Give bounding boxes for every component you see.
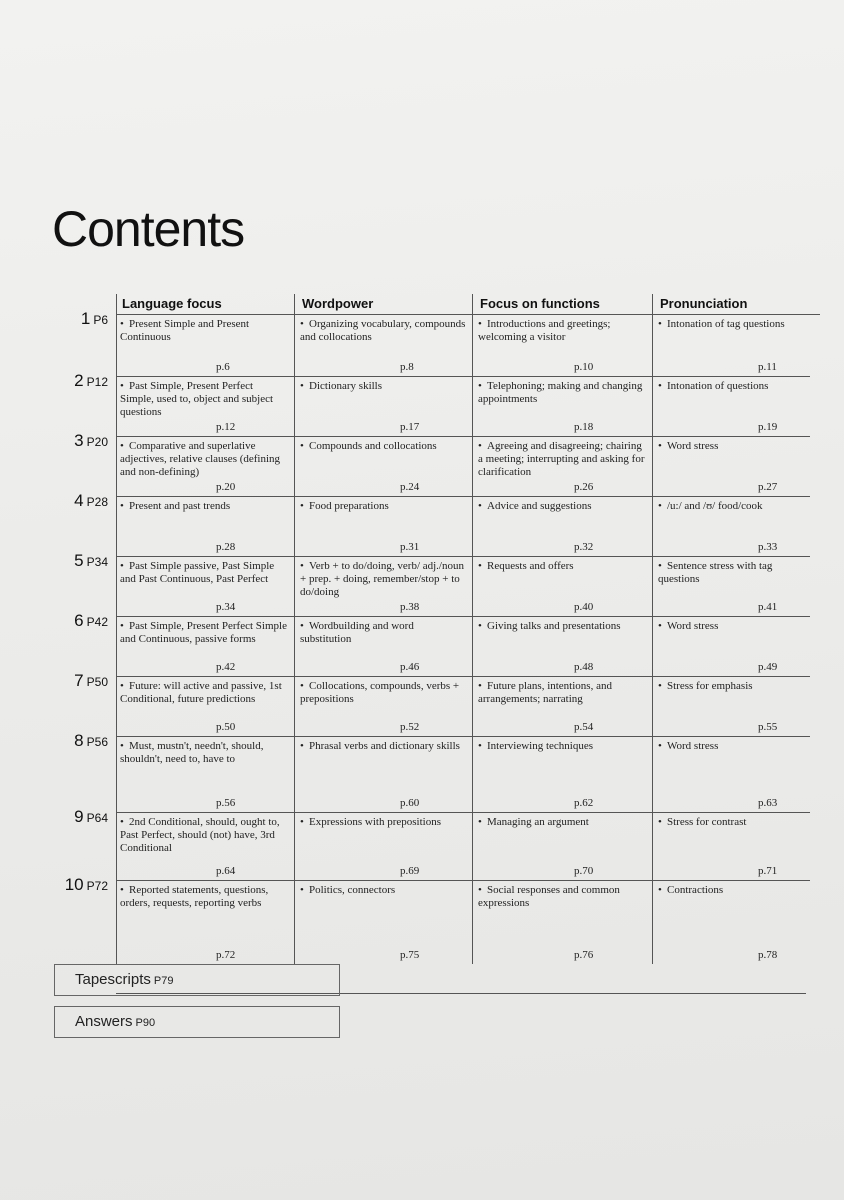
column-divider-2	[472, 294, 473, 964]
unit-number	[36, 551, 108, 571]
cell-text: Past Simple, Present Perfect Simple, used to, object and subject questions	[120, 380, 274, 418]
bullet-icon: •	[300, 318, 304, 330]
unit-number	[36, 431, 108, 451]
page-ref-pronunciation[interactable]: p.33	[758, 541, 778, 553]
table-cell-wordpower	[300, 680, 466, 706]
answers-box[interactable]	[54, 1006, 340, 1038]
table-cell-pronunciation	[658, 816, 814, 829]
bullet-icon: •	[120, 620, 124, 632]
bullet-icon: •	[478, 680, 482, 692]
cell-text: Giving talks and presentations	[487, 620, 621, 632]
bullet-icon: •	[300, 740, 304, 752]
unit-number-text: 9	[74, 807, 84, 826]
cell-text: Stress for emphasis	[667, 680, 753, 692]
cell-text: Food preparations	[309, 500, 389, 512]
page-ref-functions[interactable]: p.48	[574, 661, 594, 673]
unit-start-page: P6	[93, 313, 108, 327]
bullet-icon: •	[120, 560, 124, 572]
bullet-icon: •	[300, 440, 304, 452]
table-cell-language	[120, 620, 288, 646]
bullet-icon: •	[658, 560, 662, 572]
tapescripts-label: Tapescripts	[75, 971, 151, 988]
page-ref-wordpower[interactable]: p.17	[400, 421, 420, 433]
page-ref-language[interactable]: p.20	[216, 481, 236, 493]
page-ref-wordpower[interactable]: p.8	[400, 361, 414, 373]
bullet-icon: •	[120, 318, 124, 330]
bullet-icon: •	[658, 620, 662, 632]
table-cell-pronunciation	[658, 884, 814, 897]
unit-number	[36, 671, 108, 691]
bullet-icon: •	[120, 380, 124, 392]
cell-text: Advice and suggestions	[487, 500, 592, 512]
cell-text: Agreeing and disagreeing; chairing a meeting; interrupting and asking for clarification	[478, 440, 645, 478]
table-cell-language	[120, 816, 288, 855]
table-cell-pronunciation	[658, 440, 814, 453]
column-divider-1	[294, 294, 295, 964]
cell-text: Sentence stress with tag questions	[658, 560, 773, 585]
bullet-icon: •	[478, 884, 482, 896]
page-ref-functions[interactable]: p.40	[574, 601, 594, 613]
cell-text: Present and past trends	[129, 500, 231, 512]
cell-text: Phrasal verbs and dictionary skills	[309, 740, 460, 752]
page-ref-language[interactable]: p.28	[216, 541, 236, 553]
cell-text: Dictionary skills	[309, 380, 383, 392]
bullet-icon: •	[300, 816, 304, 828]
unit-number	[36, 807, 108, 827]
bullet-icon: •	[300, 500, 304, 512]
page-ref-wordpower[interactable]: p.52	[400, 721, 420, 733]
row-divider-6	[116, 736, 810, 737]
page-ref-wordpower[interactable]: p.75	[400, 949, 420, 961]
table-cell-pronunciation	[658, 560, 814, 586]
table-cell-language	[120, 884, 288, 910]
table-cell-functions	[478, 816, 646, 829]
row-divider-5	[116, 676, 810, 677]
table-cell-functions	[478, 500, 646, 513]
unit-number-text: 4	[74, 491, 84, 510]
page-ref-wordpower[interactable]: p.46	[400, 661, 420, 673]
page-ref-language[interactable]: p.6	[216, 361, 230, 373]
cell-text: Wordbuilding and word substitution	[300, 620, 414, 645]
unit-start-page: P64	[86, 811, 108, 825]
unit-number-text: 10	[64, 875, 84, 894]
page-ref-language[interactable]: p.12	[216, 421, 236, 433]
table-cell-pronunciation	[658, 500, 814, 513]
column-header-3: Pronunciation	[660, 296, 748, 311]
page-ref-wordpower[interactable]: p.31	[400, 541, 420, 553]
cell-text: Intonation of questions	[667, 380, 769, 392]
bullet-icon: •	[478, 318, 482, 330]
cell-text: Politics, connectors	[309, 884, 396, 896]
page-ref-functions[interactable]: p.32	[574, 541, 594, 553]
table-cell-functions	[478, 740, 646, 753]
row-divider-3	[116, 556, 810, 557]
column-divider-0	[116, 294, 117, 964]
page-ref-language[interactable]: p.56	[216, 797, 236, 809]
unit-start-page: P72	[86, 879, 108, 893]
table-cell-language	[120, 500, 288, 513]
table-cell-pronunciation	[658, 620, 814, 633]
table-cell-wordpower	[300, 816, 466, 829]
bullet-icon: •	[478, 620, 482, 632]
page-ref-pronunciation[interactable]: p.63	[758, 797, 778, 809]
page-ref-language[interactable]: p.64	[216, 865, 236, 877]
bullet-icon: •	[478, 500, 482, 512]
bullet-icon: •	[120, 740, 124, 752]
cell-text: Collocations, compounds, verbs + prepositions	[300, 680, 460, 705]
cell-text: Expressions with prepositions	[309, 816, 441, 828]
unit-start-page: P50	[86, 675, 108, 689]
row-divider-1	[116, 436, 810, 437]
unit-start-page: P12	[86, 375, 108, 389]
page-ref-pronunciation[interactable]: p.71	[758, 865, 778, 877]
unit-number-text: 1	[80, 309, 91, 328]
cell-text: Future plans, intentions, and arrangements; narrating	[478, 680, 612, 705]
unit-number-text: 7	[74, 671, 84, 690]
row-divider-2	[116, 496, 810, 497]
page-ref-functions[interactable]: p.26	[574, 481, 594, 493]
unit-number-text: 2	[74, 371, 84, 390]
cell-text: Word stress	[667, 440, 719, 452]
unit-number	[36, 309, 108, 329]
cell-text: Comparative and superlative adjectives, relative clauses (defining and non-defining)	[120, 440, 281, 478]
table-cell-language	[120, 318, 288, 344]
bullet-icon: •	[658, 318, 662, 330]
cell-text: Social responses and common expressions	[478, 884, 620, 909]
page-ref-pronunciation[interactable]: p.55	[758, 721, 778, 733]
bullet-icon: •	[120, 680, 124, 692]
bullet-icon: •	[658, 380, 662, 392]
header-rule	[116, 314, 820, 315]
bullet-icon: •	[120, 500, 124, 512]
cell-text: Past Simple, Present Perfect Simple and Continuous, passive forms	[120, 620, 287, 645]
answers-page: P90	[135, 1017, 156, 1029]
bullet-icon: •	[658, 680, 662, 692]
cell-text: Reported statements, questions, orders, requests, reporting verbs	[120, 884, 269, 909]
cell-text: Contractions	[667, 884, 724, 896]
bullet-icon: •	[478, 816, 482, 828]
bullet-icon: •	[120, 884, 124, 896]
table-cell-functions	[478, 440, 646, 479]
bullet-icon: •	[658, 884, 662, 896]
table-cell-wordpower	[300, 440, 466, 453]
column-header-1: Wordpower	[302, 296, 374, 311]
page-ref-pronunciation[interactable]: p.27	[758, 481, 778, 493]
page-ref-language[interactable]: p.50	[216, 721, 236, 733]
table-cell-wordpower	[300, 884, 466, 897]
table-cell-language	[120, 740, 288, 766]
page-ref-language[interactable]: p.42	[216, 661, 236, 673]
tapescripts-page: P79	[153, 975, 174, 987]
page-ref-functions[interactable]: p.54	[574, 721, 594, 733]
table-cell-wordpower	[300, 318, 466, 344]
page-ref-wordpower[interactable]: p.69	[400, 865, 420, 877]
page-ref-pronunciation[interactable]: p.41	[758, 601, 778, 613]
page-ref-language[interactable]: p.34	[216, 601, 236, 613]
cell-text: Interviewing techniques	[487, 740, 593, 752]
page-ref-pronunciation[interactable]: p.11	[758, 361, 777, 373]
bullet-icon: •	[478, 560, 482, 572]
cell-text: /u:/ and /ʊ/ food/cook	[667, 500, 763, 512]
unit-start-page: P42	[86, 615, 108, 629]
unit-number	[36, 611, 108, 631]
cell-text: Future: will active and passive, 1st Conditional, future predictions	[120, 680, 282, 705]
unit-number	[36, 371, 108, 391]
table-cell-functions	[478, 318, 646, 344]
page-ref-pronunciation[interactable]: p.49	[758, 661, 778, 673]
bullet-icon: •	[300, 380, 304, 392]
cell-text: Telephoning; making and changing appointments	[478, 380, 643, 405]
table-cell-functions	[478, 680, 646, 706]
page-ref-functions[interactable]: p.18	[574, 421, 594, 433]
cell-text: Organizing vocabulary, compounds and collocations	[300, 318, 466, 343]
bullet-icon: •	[300, 620, 304, 632]
unit-number-text: 8	[74, 731, 84, 750]
row-divider-8	[116, 880, 810, 881]
cell-text: Managing an argument	[487, 816, 589, 828]
cell-text: Must, mustn't, needn't, should, shouldn't, need to, have to	[120, 740, 264, 765]
table-cell-language	[120, 560, 288, 586]
page-ref-functions[interactable]: p.10	[574, 361, 594, 373]
cell-text: Word stress	[667, 740, 719, 752]
table-cell-pronunciation	[658, 680, 814, 693]
page-ref-wordpower[interactable]: p.60	[400, 797, 420, 809]
tapescripts-box[interactable]	[54, 964, 340, 996]
table-cell-functions	[478, 380, 646, 406]
cell-text: Past Simple passive, Past Simple and Past Continuous, Past Perfect	[120, 560, 275, 585]
table-cell-pronunciation	[658, 380, 814, 393]
page-ref-functions[interactable]: p.62	[574, 797, 594, 809]
bullet-icon: •	[300, 884, 304, 896]
page-ref-pronunciation[interactable]: p.78	[758, 949, 778, 961]
table-cell-pronunciation	[658, 318, 814, 331]
cell-text: Intonation of tag questions	[667, 318, 785, 330]
table-cell-pronunciation	[658, 740, 814, 753]
bullet-icon: •	[658, 816, 662, 828]
cell-text: Requests and offers	[487, 560, 574, 572]
column-divider-3	[652, 294, 653, 964]
unit-start-page: P20	[86, 435, 108, 449]
cell-text: Compounds and collocations	[309, 440, 437, 452]
bullet-icon: •	[658, 440, 662, 452]
unit-number	[36, 491, 108, 511]
bullet-icon: •	[120, 816, 124, 828]
bullet-icon: •	[120, 440, 124, 452]
cell-text: Word stress	[667, 620, 719, 632]
bullet-icon: •	[478, 440, 482, 452]
unit-number	[36, 875, 108, 895]
bullet-icon: •	[478, 380, 482, 392]
page-ref-functions[interactable]: p.70	[574, 865, 594, 877]
column-header-2: Focus on functions	[480, 296, 600, 311]
column-header-0: Language focus	[122, 296, 222, 311]
unit-start-page: P34	[86, 555, 108, 569]
answers-label: Answers	[75, 1013, 133, 1030]
table-cell-wordpower	[300, 620, 466, 646]
table-cell-functions	[478, 884, 646, 910]
cell-text: Introductions and greetings; welcoming a visitor	[478, 318, 611, 343]
row-divider-7	[116, 812, 810, 813]
bullet-icon: •	[658, 500, 662, 512]
unit-start-page: P28	[86, 495, 108, 509]
unit-number-text: 5	[74, 551, 84, 570]
page-ref-pronunciation[interactable]: p.19	[758, 421, 778, 433]
cell-text: 2nd Conditional, should, ought to, Past Perfect, should (not) have, 3rd Conditional	[120, 816, 280, 854]
table-cell-wordpower	[300, 740, 466, 753]
table-cell-wordpower	[300, 560, 466, 599]
cell-text: Stress for contrast	[667, 816, 747, 828]
page-ref-language[interactable]: p.72	[216, 949, 236, 961]
table-cell-functions	[478, 620, 646, 633]
unit-number-text: 3	[74, 431, 84, 450]
bullet-icon: •	[300, 680, 304, 692]
table-cell-wordpower	[300, 380, 466, 393]
page-ref-functions[interactable]: p.76	[574, 949, 594, 961]
page-ref-wordpower[interactable]: p.38	[400, 601, 420, 613]
table-cell-language	[120, 680, 288, 706]
row-divider-0	[116, 376, 810, 377]
table-cell-functions	[478, 560, 646, 573]
unit-number-text: 6	[74, 611, 84, 630]
cell-text: Present Simple and Present Continuous	[120, 318, 250, 343]
bullet-icon: •	[478, 740, 482, 752]
table-cell-wordpower	[300, 500, 466, 513]
page-ref-wordpower[interactable]: p.24	[400, 481, 420, 493]
row-divider-4	[116, 616, 810, 617]
unit-start-page: P56	[86, 735, 108, 749]
bullet-icon: •	[300, 560, 304, 572]
cell-text: Verb + to do/doing, verb/ adj./noun + prep. + doing, remember/stop + to do/doing	[300, 560, 464, 598]
table-cell-language	[120, 380, 288, 419]
table-cell-language	[120, 440, 288, 479]
bullet-icon: •	[658, 740, 662, 752]
unit-number	[36, 731, 108, 751]
page-title: Contents	[52, 201, 245, 257]
